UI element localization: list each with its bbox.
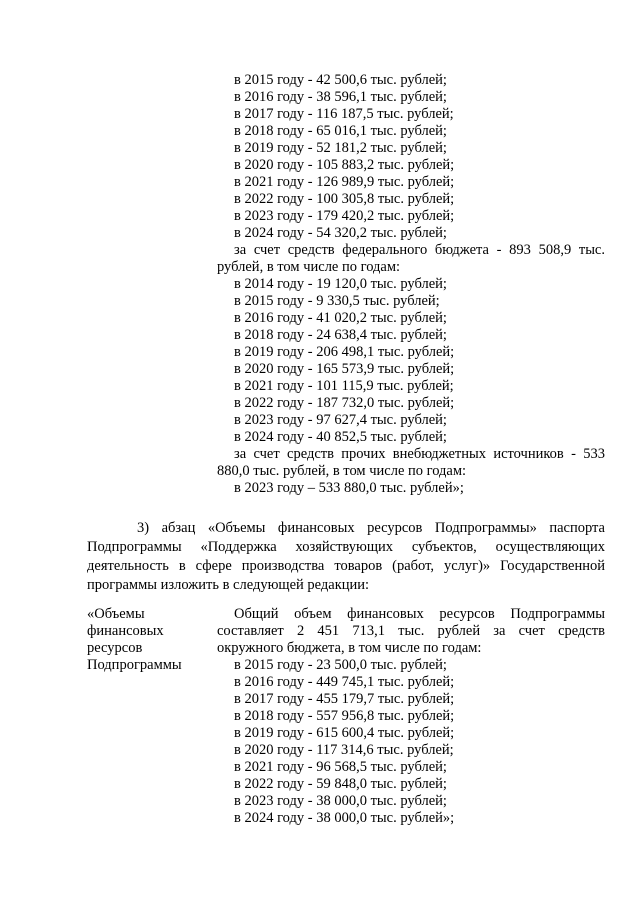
year-line: в 2016 году - 38 596,1 тыс. рублей;: [234, 89, 447, 105]
year-line: в 2020 году - 117 314,6 тыс. рублей;: [234, 742, 454, 758]
total-intro: Общий объем финансовых ресурсов Подпрограммы: [234, 606, 605, 622]
other-sources-intro-cont: 880,0 тыс. рублей, в том числе по годам:: [217, 463, 467, 479]
paragraph-line: Подпрограммы «Поддержка хозяйствующих субъектов, осуществляющих: [87, 539, 605, 555]
funding-continuation-block: [217, 72, 605, 497]
paragraph-line: деятельность в сфере производства товаров (работ, услуг)» Государственной: [87, 558, 605, 574]
year-line: в 2024 году - 54 320,2 тыс. рублей;: [234, 225, 447, 241]
year-line: в 2023 году - 97 627,4 тыс. рублей;: [234, 412, 447, 428]
year-line: в 2018 году - 557 956,8 тыс. рублей;: [234, 708, 455, 724]
paragraph-line: 3) абзац «Объемы финансовых ресурсов Подпрограммы» паспорта: [137, 520, 605, 536]
label-line: ресурсов: [87, 640, 143, 656]
year-line: в 2016 году - 449 745,1 тыс. рублей;: [234, 674, 455, 690]
year-line: в 2023 году - 38 000,0 тыс. рублей;: [234, 793, 447, 809]
total-intro-cont: составляет 2 451 713,1 тыс. рублей за счет средств: [217, 623, 605, 639]
paragraph-line: программы изложить в следующей редакции:: [87, 577, 370, 593]
federal-budget-intro: за счет средств федерального бюджета - 893 508,9 тыс.: [234, 242, 605, 258]
year-line: в 2015 году - 42 500,6 тыс. рублей;: [234, 72, 447, 88]
year-line: в 2024 году - 38 000,0 тыс. рублей»;: [234, 810, 455, 826]
year-line: в 2015 году - 9 330,5 тыс. рублей;: [234, 293, 440, 309]
table-value-cell: [217, 606, 605, 827]
year-line: в 2019 году - 206 498,1 тыс. рублей;: [234, 344, 455, 360]
year-line: в 2017 году - 116 187,5 тыс. рублей;: [234, 106, 454, 122]
year-line: в 2024 году - 40 852,5 тыс. рублей;: [234, 429, 447, 445]
year-line: в 2016 году - 41 020,2 тыс. рублей;: [234, 310, 447, 326]
year-line: в 2022 году - 187 732,0 тыс. рублей;: [234, 395, 455, 411]
year-line: в 2015 году - 23 500,0 тыс. рублей;: [234, 657, 447, 673]
label-line: финансовых: [87, 623, 164, 639]
year-line: в 2021 году - 101 115,9 тыс. рублей;: [234, 378, 454, 394]
table-label-cell: [87, 606, 207, 674]
year-line: в 2017 году - 455 179,7 тыс. рублей;: [234, 691, 455, 707]
label-line: «Объемы: [87, 606, 145, 622]
year-line: в 2023 году – 533 880,0 тыс. рублей»;: [234, 480, 464, 496]
year-line: в 2020 году - 105 883,2 тыс. рублей;: [234, 157, 455, 173]
year-line: в 2014 году - 19 120,0 тыс. рублей;: [234, 276, 447, 292]
year-line: в 2018 году - 65 016,1 тыс. рублей;: [234, 123, 447, 139]
year-line: в 2021 году - 126 989,9 тыс. рублей;: [234, 174, 455, 190]
year-line: в 2018 году - 24 638,4 тыс. рублей;: [234, 327, 447, 343]
year-line: в 2021 году - 96 568,5 тыс. рублей;: [234, 759, 447, 775]
amendment-paragraph: [87, 519, 605, 595]
year-line: в 2022 году - 100 305,8 тыс. рублей;: [234, 191, 455, 207]
other-sources-intro: за счет средств прочих внебюджетных источников - 533: [234, 446, 605, 462]
year-line: в 2023 году - 179 420,2 тыс. рублей;: [234, 208, 455, 224]
year-line: в 2020 году - 165 573,9 тыс. рублей;: [234, 361, 455, 377]
federal-budget-intro-cont: рублей, в том числе по годам:: [217, 259, 401, 275]
year-line: в 2019 году - 615 600,4 тыс. рублей;: [234, 725, 455, 741]
year-line: в 2019 году - 52 181,2 тыс. рублей;: [234, 140, 447, 156]
total-intro-cont: окружного бюджета, в том числе по годам:: [217, 640, 482, 656]
label-line: Подпрограммы: [87, 657, 182, 673]
year-line: в 2022 году - 59 848,0 тыс. рублей;: [234, 776, 447, 792]
